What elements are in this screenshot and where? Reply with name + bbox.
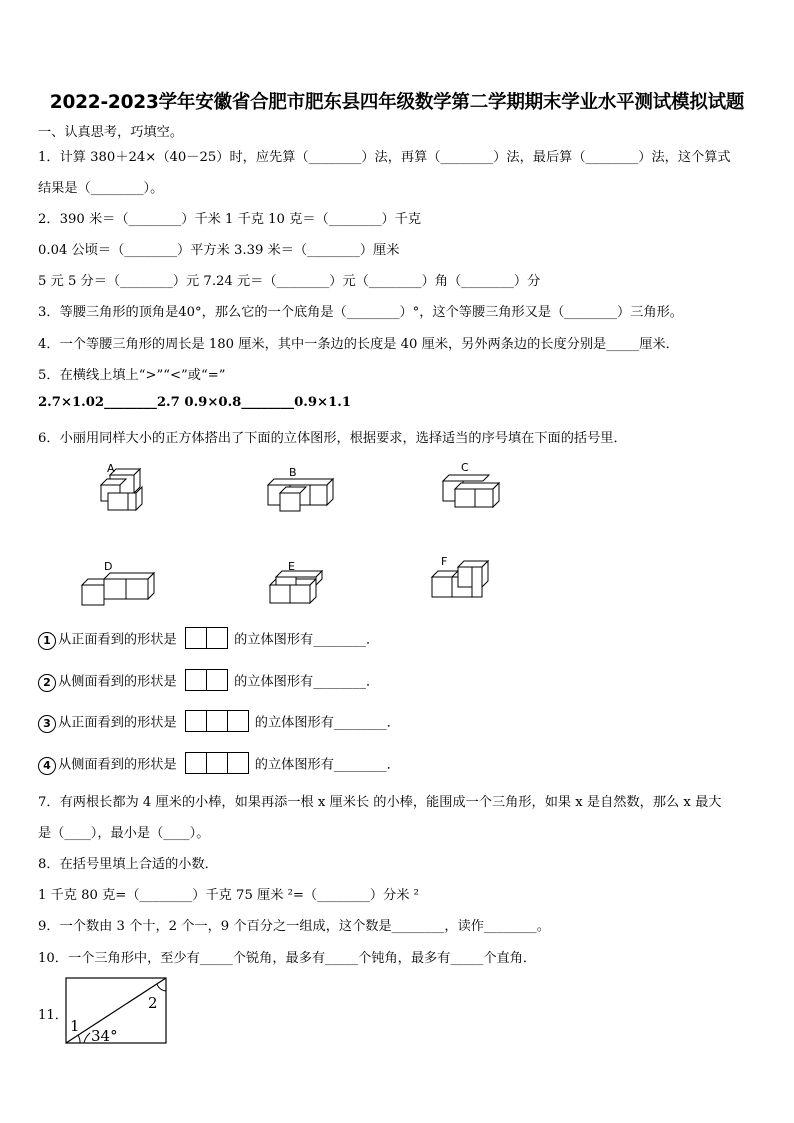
circled-number: 1 — [38, 632, 56, 650]
q6-item-2 — [38, 669, 379, 695]
cube-label-d: D — [104, 560, 113, 573]
circled-number: 4 — [38, 757, 56, 775]
question-1-line-1: 1．计算 380＋24×（40－25）时，应先算（________）法，再算（________）法，最后算（________）法，这个算式 — [38, 150, 731, 165]
angle-label-1: 1 — [70, 1017, 80, 1035]
question-10: 10．一个三角形中，至少有_____个锐角，最多有_____个钝角，最多有_____个直角． — [38, 951, 537, 966]
q6-item-4 — [38, 752, 400, 778]
question-1-line-2: 结果是（________）。 — [38, 181, 164, 196]
question-9: 9．一个数由 3 个十，2 个一，9 个百分之一组成，这个数是________，读作________。 — [38, 919, 550, 934]
question-7-line-2: 是（____），最小是（____）。 — [38, 826, 210, 841]
q6-item-3 — [38, 710, 400, 736]
q6-item-suffix: 的立体图形有________． — [234, 674, 380, 690]
question-11: 11． — [38, 1008, 68, 1023]
cube-figure-a — [101, 469, 142, 510]
q6-item-suffix: 的立体图形有________． — [234, 632, 380, 648]
two-square-shape — [187, 669, 228, 695]
q6-item-prefix: 从侧面看到的形状是 — [58, 757, 177, 773]
cube-figure-e — [270, 571, 322, 603]
question-8-items: 1 千克 80 克=（________）千克 75 厘米 ²=（________）分米 ² — [38, 888, 419, 903]
question-6: 6．小丽用同样大小的正方体搭出了下面的立体图形，根据要求，选择适当的序号填在下面的括号里． — [38, 431, 627, 446]
angle-value-label: 34° — [91, 1027, 118, 1045]
cube-figure-b — [268, 479, 333, 511]
question-4: 4．一个等腰三角形的周长是 180 厘米，其中一条边的长度是 40 厘米，另外两条边的长度分别是_____厘米． — [38, 337, 679, 352]
three-square-shape — [187, 752, 249, 778]
cube-label-a: A — [107, 462, 115, 475]
angle-label-2: 2 — [148, 994, 158, 1012]
cube-label-b: B — [289, 466, 297, 479]
page-title: 2022-2023学年安徽省合肥市肥东县四年级数学第二学期期末学业水平测试模拟试题 — [49, 92, 745, 113]
q6-item-suffix: 的立体图形有________． — [254, 757, 400, 773]
two-square-shape — [187, 627, 228, 653]
section-heading: 一、认真思考，巧填空。 — [38, 125, 184, 140]
cube-label-e: E — [288, 560, 295, 573]
q6-item-prefix: 从正面看到的形状是 — [58, 715, 177, 731]
question-8: 8．在括号里填上合适的小数． — [38, 857, 218, 872]
question-5-comparisons: 2.7×1.02________2.7 0.9×0.8________0.9×1.1 — [38, 395, 352, 410]
question-2-line-1: 2．390 米＝（________）千米 1 千克 10 克＝（________）千克 — [38, 212, 422, 227]
cube-label-c: C — [461, 461, 469, 474]
q6-item-suffix: 的立体图形有________． — [254, 715, 400, 731]
question-2-line-2: 0.04 公顷＝（________）平方米 3.39 米＝（________）厘米 — [38, 243, 400, 258]
cube-figures — [0, 455, 794, 635]
rectangle-diagonal-figure — [62, 973, 182, 1051]
circled-number: 2 — [38, 674, 56, 692]
cube-figure-c — [443, 475, 499, 507]
question-2-line-3: 5 元 5 分＝（________）元 7.24 元＝（________）元（________）角（________）分 — [38, 274, 541, 289]
cube-figure-d — [82, 573, 154, 605]
cube-label-f: F — [441, 555, 448, 568]
circled-number: 3 — [38, 715, 56, 733]
question-3: 3．等腰三角形的顶角是40°，那么它的一个底角是（________）°，这个等腰三角形又是（________）三角形。 — [38, 305, 683, 320]
q6-item-1 — [38, 627, 379, 653]
three-square-shape — [187, 710, 249, 736]
question-7-line-1: 7．有两根长都为 4 厘米的小棒，如果再添一根 x 厘米长 的小棒，能围成一个三角形，如果 x 是自然数，那么 x 最大 — [38, 795, 722, 810]
q6-item-prefix: 从正面看到的形状是 — [58, 632, 177, 648]
q6-item-prefix: 从侧面看到的形状是 — [58, 674, 177, 690]
question-5: 5．在横线上填上“>”“<”或“=” — [38, 368, 226, 383]
